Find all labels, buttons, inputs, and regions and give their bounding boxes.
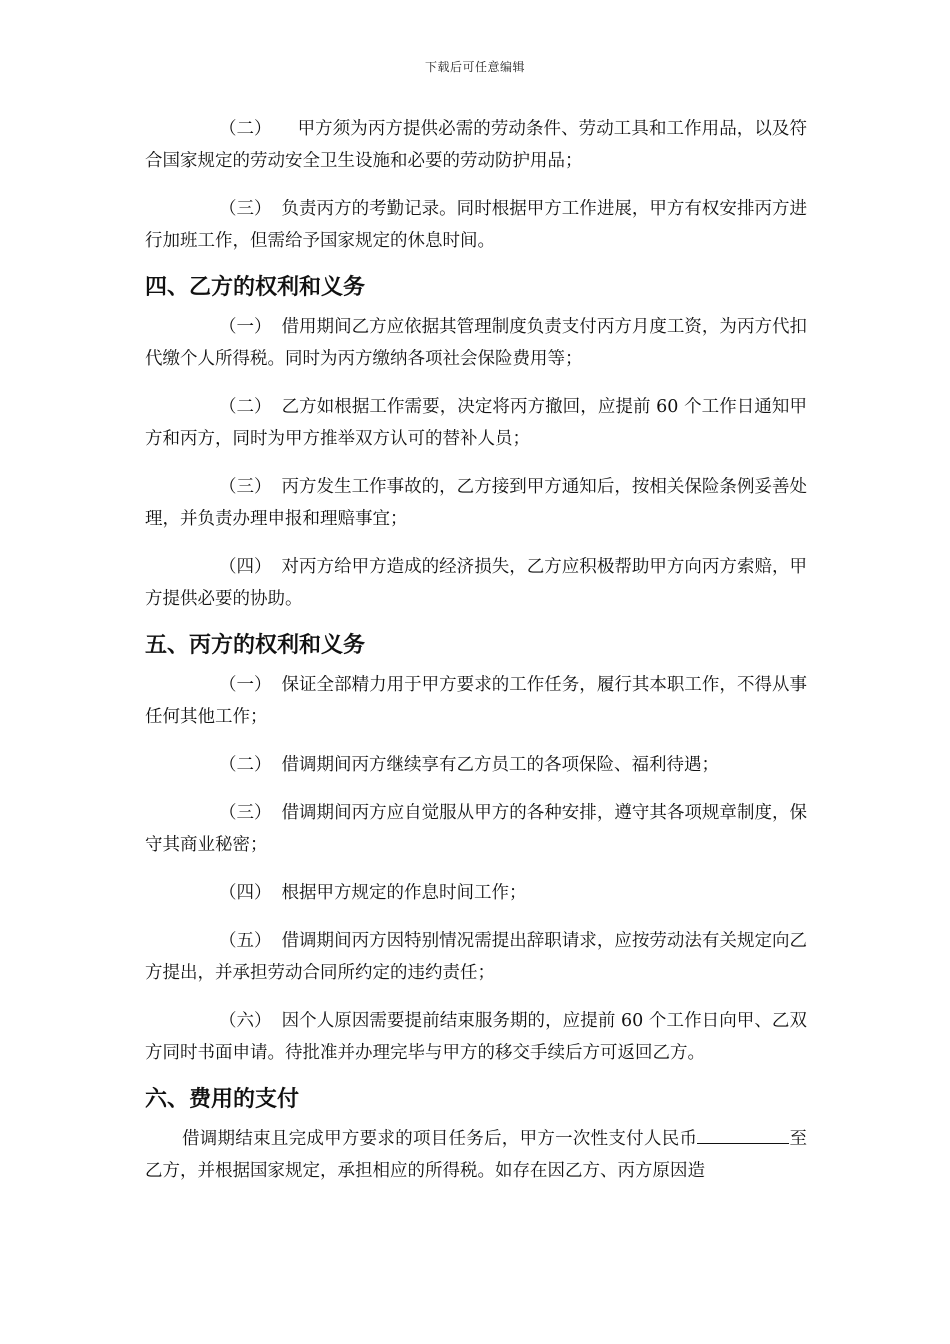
section-4-heading: 四、乙方的权利和义务 — [145, 275, 366, 300]
clause-text: 借调期间丙方应自觉服从甲方的各种安排，遵守其各项规章制度，保守其商业秘密； — [145, 803, 807, 855]
section-5-heading: 五、丙方的权利和义务 — [145, 633, 366, 658]
page-header: 下载后可任意编辑 — [424, 60, 525, 74]
clause-number: （二） — [219, 755, 272, 775]
clause-number: （三） — [219, 803, 272, 823]
clause-4-2 — [145, 391, 807, 455]
clause-6-text — [145, 1123, 807, 1187]
document-body — [145, 113, 807, 1203]
clause-text: 因个人原因需要提前结束服务期的，应提前 60 个工作日向甲、乙双方同时书面申请。待批准并办理完毕与甲方的移交手续后方可返回乙方。 — [145, 1011, 807, 1063]
clause-text: 丙方发生工作事故的，乙方接到甲方通知后，按相关保险条例妥善处理，并负责办理申报和理赔事宜； — [145, 477, 807, 529]
clause-number: （五） — [219, 931, 272, 951]
clause-number: （二） — [219, 119, 272, 139]
clause-number: （三） — [219, 199, 272, 219]
clause-number: （二） — [219, 397, 272, 417]
clause-5-1 — [145, 669, 807, 733]
clause-text-a: 借调期结束且完成甲方要求的项目任务后，甲方一次性支付人民币 — [182, 1129, 698, 1149]
amount-blank — [697, 1127, 763, 1144]
clause-4-3 — [145, 471, 807, 535]
clause-number: （三） — [219, 477, 272, 497]
clause-3-3 — [145, 193, 807, 257]
clause-text: 借调期间丙方因特别情况需提出辞职请求，应按劳动法有关规定向乙方提出，并承担劳动合同所约定的违约责任； — [145, 931, 807, 983]
clause-text: 保证全部精力用于甲方要求的工作任务，履行其本职工作，不得从事任何其他工作； — [145, 675, 807, 727]
clause-number: （四） — [219, 557, 272, 577]
clause-text: 乙方如根据工作需要，决定将丙方撤回，应提前 60 个工作日通知甲方和丙方，同时为甲方推举双方认可的替补人员； — [145, 397, 807, 449]
clause-text-b: 至乙方，并根据国家规定，承担相应的所得税。如存在因乙方、丙方原因造 — [145, 1129, 808, 1181]
clause-text: 根据甲方规定的作息时间工作； — [281, 883, 527, 903]
section-6-heading: 六、费用的支付 — [145, 1087, 300, 1112]
clause-5-4 — [145, 877, 807, 909]
clause-text: 借用期间乙方应依据其管理制度负责支付丙方月度工资，为丙方代扣代缴个人所得税。同时为丙方缴纳各项社会保险费用等； — [145, 317, 807, 369]
clause-number: （六） — [219, 1011, 272, 1031]
clause-3-2 — [145, 113, 807, 177]
clause-4-1 — [145, 311, 807, 375]
clause-number: （四） — [219, 883, 272, 903]
clause-5-3 — [145, 797, 807, 861]
clause-number: （一） — [219, 675, 272, 695]
clause-text: 对丙方给甲方造成的经济损失，乙方应积极帮助甲方向丙方索赔，甲方提供必要的协助。 — [145, 557, 807, 609]
amount-blank-cont — [763, 1127, 789, 1144]
clause-4-4 — [145, 551, 807, 615]
clause-text: 甲方须为丙方提供必需的劳动条件、劳动工具和工作用品，以及符合国家规定的劳动安全卫生设施和必要的劳动防护用品； — [145, 119, 807, 171]
clause-5-5 — [145, 925, 807, 989]
clause-5-6 — [145, 1005, 807, 1069]
clause-5-2 — [145, 749, 807, 781]
clause-text: 负责丙方的考勤记录。同时根据甲方工作进展，甲方有权安排丙方进行加班工作，但需给予国家规定的休息时间。 — [145, 199, 807, 251]
clause-number: （一） — [219, 317, 272, 337]
clause-text: 借调期间丙方继续享有乙方员工的各项保险、福利待遇； — [281, 755, 719, 775]
